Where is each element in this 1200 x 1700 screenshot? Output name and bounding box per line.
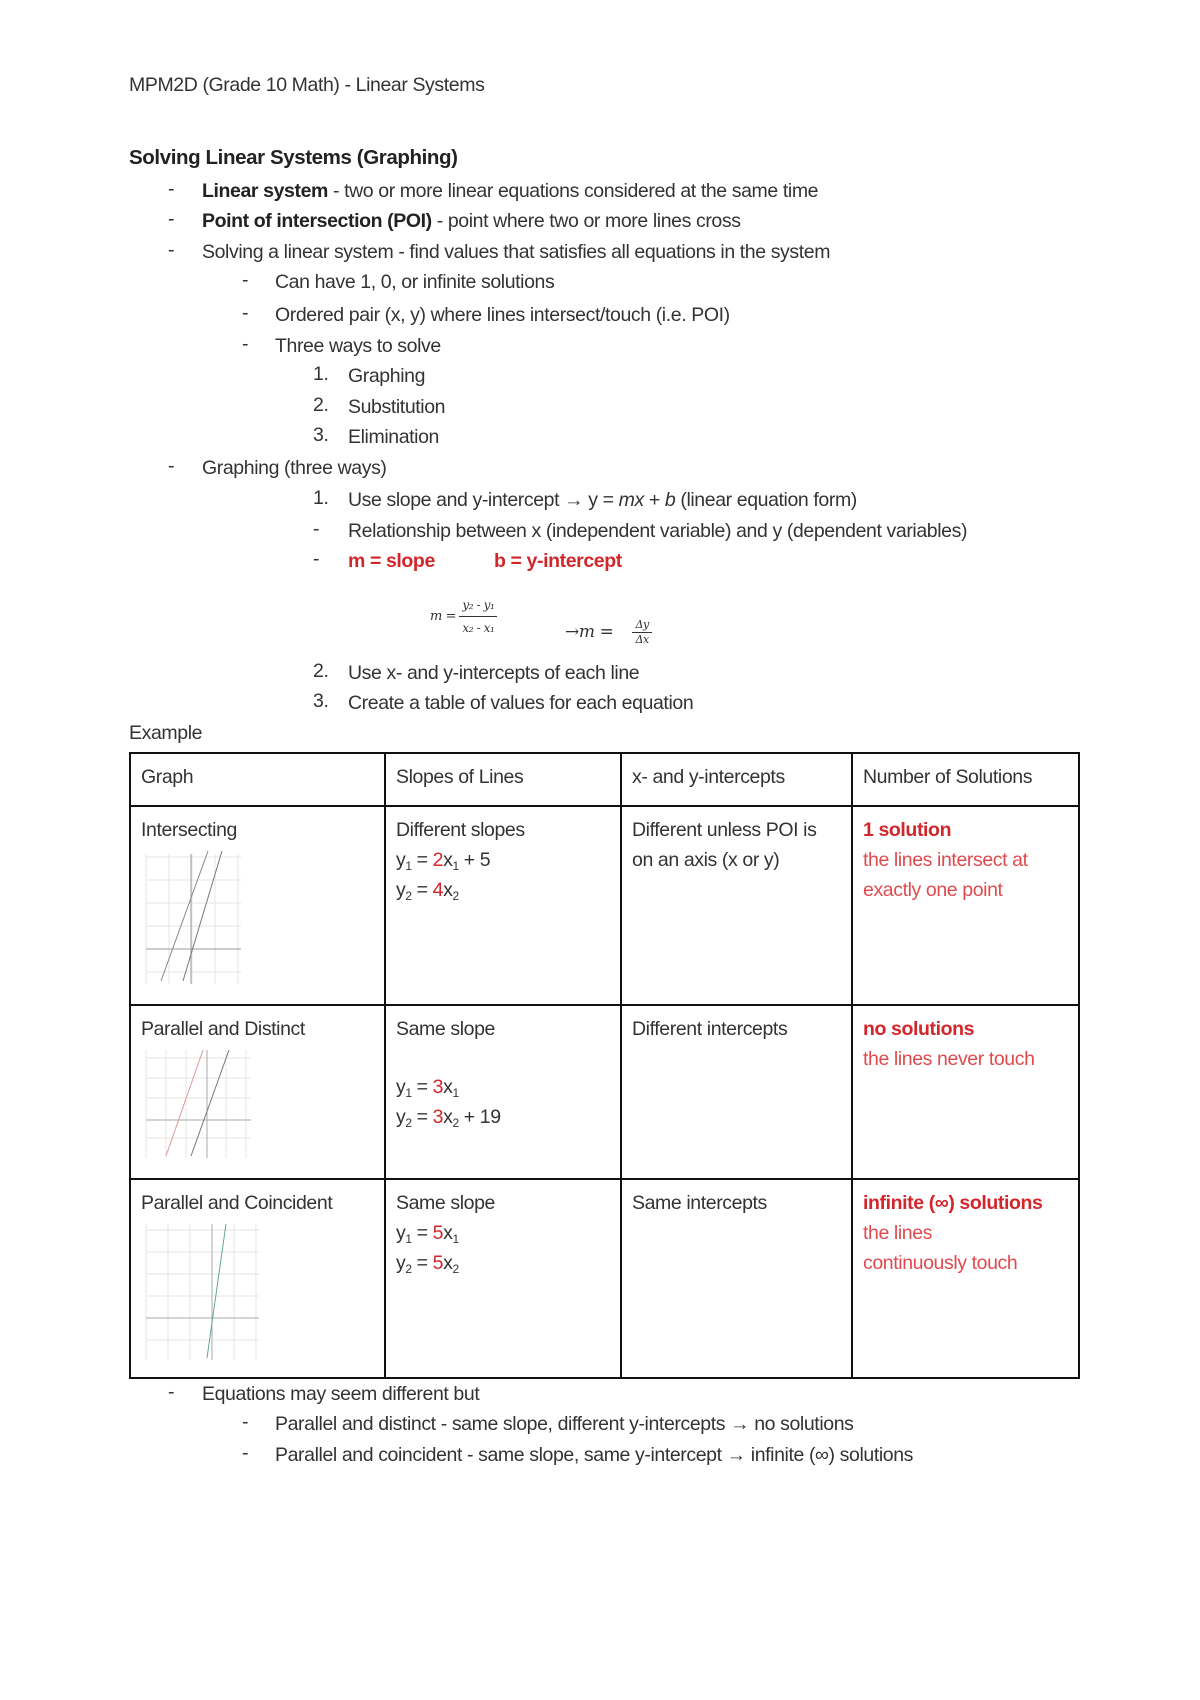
bullet-dash: - xyxy=(168,208,175,230)
list-number: 3. xyxy=(313,690,329,712)
solutions-cell xyxy=(852,1005,1079,1179)
t: x xyxy=(443,849,453,871)
table-row xyxy=(130,806,1079,1005)
graph-type: Intersecting xyxy=(141,819,238,841)
example-label: Example xyxy=(129,722,203,744)
t: 2 xyxy=(405,1116,412,1130)
bullet-graphing: Graphing (three ways) xyxy=(202,457,387,479)
bullet-dash: - xyxy=(242,1411,249,1433)
bullet-dash: - xyxy=(313,518,320,540)
t: 1 xyxy=(452,1232,459,1246)
t: y xyxy=(396,879,406,901)
intercepts-cell: Same intercepts xyxy=(621,1179,852,1378)
list-number: 3. xyxy=(313,424,329,446)
solutions-cell xyxy=(852,806,1079,1005)
list-number: 1. xyxy=(313,487,329,509)
list-number: 2. xyxy=(313,660,329,682)
graph-type: Parallel and Coincident xyxy=(141,1192,333,1214)
intercepts-cell: Different intercepts xyxy=(621,1005,852,1179)
t: + 19 xyxy=(458,1106,501,1128)
t: y xyxy=(396,849,406,871)
t: 2 xyxy=(405,1262,412,1276)
bullet-dash: - xyxy=(168,239,175,261)
distinct-note: Parallel and distinct - same slope, different y-intercepts → no solutions xyxy=(275,1413,854,1435)
bullet-dash: - xyxy=(168,178,175,200)
text: + xyxy=(643,489,665,511)
t: x xyxy=(443,1222,453,1244)
document-header: MPM2D (Grade 10 Math) - Linear Systems xyxy=(129,74,485,96)
bullet-dash: - xyxy=(168,455,175,477)
text: mx xyxy=(618,489,644,511)
table-row xyxy=(130,1179,1079,1378)
t: = xyxy=(411,1222,433,1244)
equation-1 xyxy=(396,1072,610,1102)
sub-bullet: Ordered pair (x, y) where lines intersect/touch (i.e. POI) xyxy=(275,304,730,326)
section-title: Solving Linear Systems (Graphing) xyxy=(129,146,458,169)
t: 1 xyxy=(405,1232,412,1246)
solution-count: 1 solution xyxy=(863,819,952,841)
intercept-definition: b = y-intercept xyxy=(494,550,622,572)
coincident-line xyxy=(207,1224,226,1358)
header-cell: x- and y-intercepts xyxy=(621,753,852,806)
bullet-linear-system xyxy=(202,178,818,204)
m-equals: m = xyxy=(430,608,457,624)
arrow-m: →m = xyxy=(565,622,614,642)
slope-coefficient: 2 xyxy=(432,849,444,871)
graph-type: Parallel and Distinct xyxy=(141,1018,305,1040)
solution-count: infinite (∞) solutions xyxy=(863,1192,1043,1214)
t: 2 xyxy=(452,1262,459,1276)
intersecting-graph-image xyxy=(141,849,246,989)
delta-formula xyxy=(565,618,652,647)
slope-formula xyxy=(430,594,497,639)
t: 2 xyxy=(452,889,459,903)
bullet-poi xyxy=(202,208,741,234)
term: Linear system xyxy=(202,180,328,202)
bullet-dash: - xyxy=(242,269,249,291)
way-item: Substitution xyxy=(348,396,446,418)
parallel-distinct-graph-image xyxy=(141,1048,256,1160)
bullet-dash: - xyxy=(242,333,249,355)
t: 1 xyxy=(452,859,459,873)
line-2 xyxy=(191,1050,229,1156)
header-cell: Graph xyxy=(130,753,385,806)
sub-bullet: Three ways to solve xyxy=(275,335,441,357)
graphing-method-3: Create a table of values for each equation xyxy=(348,692,694,714)
slopes-cell xyxy=(385,1179,621,1378)
header-cell: Number of Solutions xyxy=(852,753,1079,806)
text: b xyxy=(664,489,676,511)
t: y xyxy=(396,1106,406,1128)
slope-description: Same slope xyxy=(396,1192,495,1214)
slope-coefficient: 5 xyxy=(432,1222,444,1244)
t: x xyxy=(443,879,453,901)
bullet-dash: - xyxy=(242,1442,249,1464)
equation-2 xyxy=(396,875,610,905)
graphing-method-2: Use x- and y-intercepts of each line xyxy=(348,662,640,684)
solution-description: continuously touch xyxy=(863,1252,1018,1274)
slope-coefficient: 4 xyxy=(432,879,444,901)
coincident-note: Parallel and coincident - same slope, same y-intercept → infinite (∞) solutions xyxy=(275,1444,914,1466)
slope-coefficient: 3 xyxy=(432,1106,444,1128)
t: x xyxy=(443,1106,453,1128)
list-number: 1. xyxy=(313,363,329,385)
denominator: Δx xyxy=(635,633,649,646)
t: = xyxy=(411,849,433,871)
equation-1 xyxy=(396,845,610,875)
t: x xyxy=(443,1252,453,1274)
solution-description: the lines xyxy=(863,1222,933,1244)
definition: - two or more linear equations considered at the same time xyxy=(327,180,819,202)
solution-description: the lines never touch xyxy=(863,1048,1035,1070)
list-number: 2. xyxy=(313,394,329,416)
slope-coefficient: 3 xyxy=(432,1076,444,1098)
slopes-cell xyxy=(385,806,621,1005)
bullet-dash: - xyxy=(242,302,249,324)
t: y xyxy=(396,1222,406,1244)
t: 2 xyxy=(405,889,412,903)
t: 1 xyxy=(405,1086,412,1100)
numerator: y₂ - y₁ xyxy=(459,594,497,617)
t: = xyxy=(411,1076,433,1098)
graph-cell xyxy=(130,806,385,1005)
equation-2 xyxy=(396,1248,610,1278)
t: = xyxy=(411,1106,433,1128)
denominator: x₂ - x₁ xyxy=(462,621,495,635)
solution-count: no solutions xyxy=(863,1018,975,1040)
equations-note: Equations may seem different but xyxy=(202,1383,480,1405)
table-header-row xyxy=(130,753,1079,806)
equation-1 xyxy=(396,1218,610,1248)
line-1 xyxy=(166,1050,203,1156)
text: (linear equation form) xyxy=(675,489,857,511)
bullet-solving: Solving a linear system - find values that satisfies all equations in the system xyxy=(202,241,831,263)
line-1 xyxy=(161,851,208,981)
t: 2 xyxy=(452,1116,459,1130)
table-row xyxy=(130,1005,1079,1179)
example-table xyxy=(129,752,1080,1379)
intercepts-cell: Different unless POI is on an axis (x or y) xyxy=(621,806,852,1005)
graphing-method-1 xyxy=(348,487,857,513)
graph-cell xyxy=(130,1179,385,1378)
slope-description: Same slope xyxy=(396,1018,495,1040)
way-item: Graphing xyxy=(348,365,426,387)
relationship-note: Relationship between x (independent variable) and y (dependent variables) xyxy=(348,520,968,542)
graph-cell xyxy=(130,1005,385,1179)
t: 1 xyxy=(405,859,412,873)
slope-fraction xyxy=(459,594,497,639)
equation-2 xyxy=(396,1102,610,1132)
t: = xyxy=(411,879,433,901)
sub-bullet: Can have 1, 0, or infinite solutions xyxy=(275,271,555,293)
bullet-dash: - xyxy=(313,548,320,570)
slopes-cell xyxy=(385,1005,621,1179)
slope-coefficient: 5 xyxy=(432,1252,444,1274)
t: y xyxy=(396,1076,406,1098)
solution-description: the lines intersect at exactly one point xyxy=(863,849,1028,901)
t: + 5 xyxy=(458,849,491,871)
definition: - point where two or more lines cross xyxy=(431,210,741,232)
t: 1 xyxy=(452,1086,459,1100)
numerator: Δy xyxy=(632,618,651,633)
bullet-dash: - xyxy=(168,1381,175,1403)
text: Use slope and y-intercept → y = xyxy=(348,489,619,511)
slope-definition: m = slope xyxy=(348,550,435,572)
way-item: Elimination xyxy=(348,426,439,448)
delta-fraction xyxy=(632,618,651,647)
t: y xyxy=(396,1252,406,1274)
header-cell: Slopes of Lines xyxy=(385,753,621,806)
term: Point of intersection (POI) xyxy=(202,210,432,232)
line-2 xyxy=(183,851,222,981)
parallel-coincident-graph-image xyxy=(141,1222,261,1362)
slope-description: Different slopes xyxy=(396,819,525,841)
solutions-cell xyxy=(852,1179,1079,1378)
t: = xyxy=(411,1252,433,1274)
t: x xyxy=(443,1076,453,1098)
